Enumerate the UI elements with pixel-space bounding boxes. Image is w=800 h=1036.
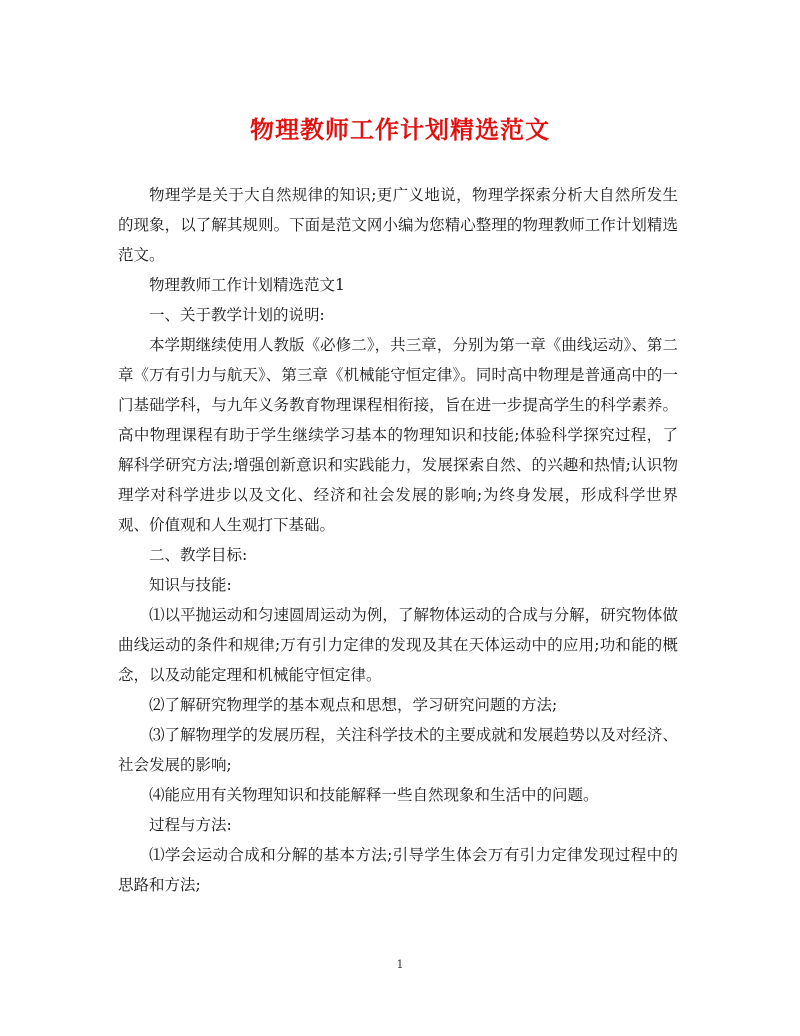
paragraph-item-1: ⑴以平抛运动和匀速圆周运动为例，了解物体运动的合成与分解，研究物体做曲线运动的条件和规律;万有引力定律的发现及其在天体运动中的应用;功和能的概念，以及动能定理和机械能守恒定律。 — [118, 606, 678, 684]
paragraph-plan-description: 本学期继续使用人教版《必修二》，共三章，分别为第一章《曲线运动》、第二章《万有引力与航天》、第三章《机械能守恒定律》。同时高中物理是普通高中的一门基础学科，与九年义务教育物理课程相衔接，旨在进一步提高学生的科学素养。高中物理课程有助于学生继续学习基本的物理知识和技能;体验科学探究过程，了解科学研究方法;增强创新意识和实践能力，发展探索自然、的兴趣和热情;认识物理学对科学进步以及文化、经济和社会发展的影响;为终身发展，形成科学世界观、价值观和人生观打下基础。 — [118, 336, 678, 534]
paragraph-item-4: ⑷能应用有关物理知识和技能解释一些自然现象和生活中的问题。 — [149, 786, 599, 804]
paragraph-item-2: ⑵了解研究物理学的基本观点和思想，学习研究问题的方法; — [149, 696, 558, 714]
page-number: 1 — [396, 958, 404, 971]
paragraph-subheading-knowledge: 知识与技能: — [149, 576, 232, 594]
paragraph-item-3: ⑶了解物理学的发展历程，关注科学技术的主要成就和发展趋势以及对经济、社会发展的影响; — [118, 726, 678, 774]
paragraph-heading-1: 一、关于教学计划的说明: — [149, 306, 325, 324]
document-title: 物理教师工作计划精选范文 — [250, 115, 550, 144]
paragraph-heading-2: 二、教学目标: — [149, 546, 248, 564]
paragraph-intro: 物理学是关于大自然规律的知识;更广义地说，物理学探索分析大自然所发生的现象，以了解其规则。下面是范文网小编为您精心整理的物理教师工作计划精选范文。 — [118, 186, 678, 264]
document-body — [118, 180, 678, 900]
paragraph-section-heading: 物理教师工作计划精选范文1 — [149, 276, 345, 294]
paragraph-subheading-process: 过程与方法: — [149, 816, 232, 834]
paragraph-process-item-1: ⑴学会运动合成和分解的基本方法;引导学生体会万有引力定律发现过程中的思路和方法; — [118, 846, 678, 894]
